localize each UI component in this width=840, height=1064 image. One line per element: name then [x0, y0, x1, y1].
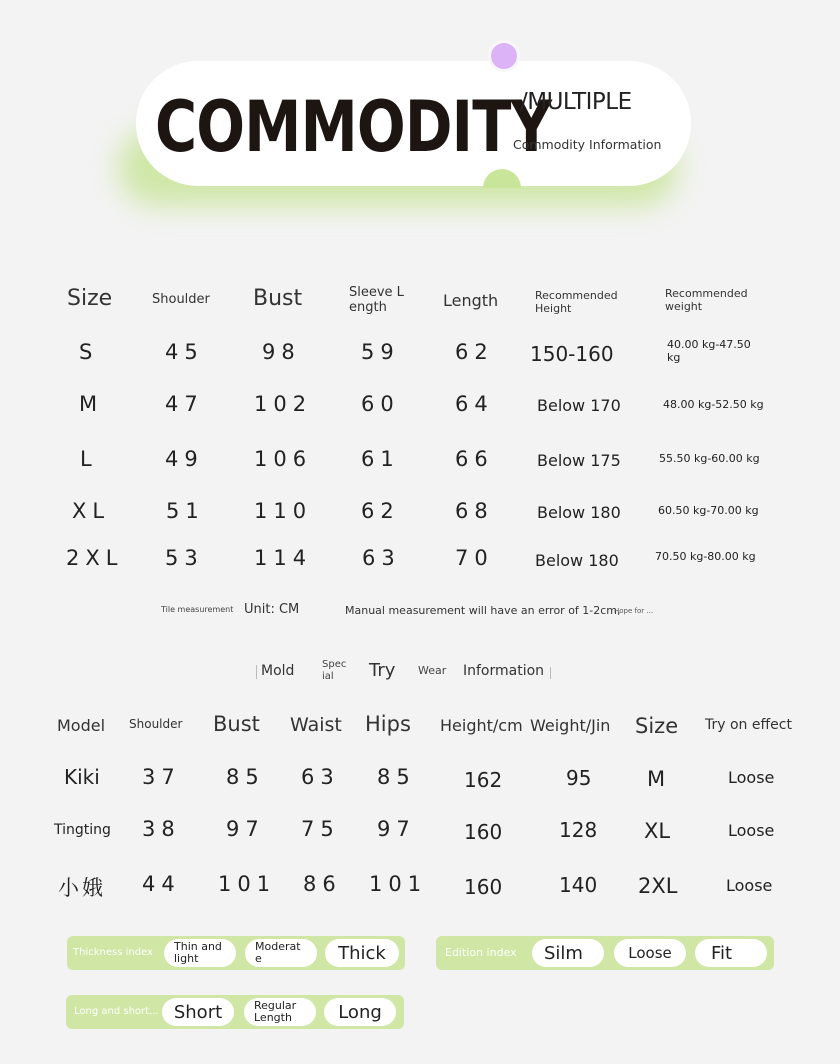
thickness-option-thin[interactable]: Thin and light — [164, 939, 236, 967]
size-row-sleeve: 60 — [361, 392, 400, 416]
size-table-header-shoulder: Shoulder — [152, 292, 210, 307]
size-row-bust: 98 — [262, 340, 301, 364]
length-option-short[interactable]: Short — [162, 998, 234, 1026]
size-row-shoulder: 49 — [165, 447, 204, 471]
size-row-size: 2XL — [66, 546, 124, 570]
model-table-header-size: Size — [635, 714, 679, 738]
size-row-bust: 110 — [254, 499, 313, 523]
edition-option-loose[interactable]: Loose — [614, 939, 686, 967]
model-row-height: 160 — [464, 820, 503, 844]
model-row-hips: 97 — [377, 817, 416, 841]
length-option-long[interactable]: Long — [324, 998, 396, 1026]
size-row-rec-weight: 40.00 kg-47.50 kg — [667, 338, 751, 364]
model-table-header-shoulder: Shoulder — [129, 717, 183, 731]
model-row-bust: 101 — [218, 872, 277, 896]
purple-dot-decoration — [488, 40, 520, 72]
model-row-size: 2XL — [638, 874, 678, 898]
size-table-header-sleeve: Sleeve L ength — [349, 285, 404, 315]
length-index-bar — [66, 995, 404, 1029]
note-manual-error: Manual measurement will have an error of 1-2cm, — [345, 604, 621, 617]
size-row-rec-weight: 55.50 kg-60.00 kg — [659, 452, 760, 465]
edition-option-silm[interactable]: Silm — [532, 939, 604, 967]
model-row-try-on: Loose — [728, 821, 775, 840]
model-table-header-hips: Hips — [365, 712, 411, 736]
size-row-sleeve: 61 — [361, 447, 400, 471]
size-row-rec-weight: 70.50 kg-80.00 kg — [655, 550, 756, 563]
size-row-shoulder: 45 — [165, 340, 204, 364]
model-table-header-model: Model — [57, 716, 106, 735]
page-caption: Commodity Information — [513, 137, 662, 152]
size-row-length: 66 — [455, 447, 494, 471]
model-row-height: 160 — [464, 875, 503, 899]
size-row-rec-height: 150-160 — [530, 342, 614, 366]
size-row-length: 68 — [455, 499, 494, 523]
model-row-bust: 85 — [226, 765, 265, 789]
size-row-rec-height: Below 180 — [535, 551, 619, 570]
length-option-regular[interactable]: Regular Length — [244, 998, 316, 1026]
size-table-header-bust: Bust — [253, 286, 303, 311]
page-subtitle: /MULTIPLE — [520, 89, 632, 115]
model-table-header-bust: Bust — [213, 712, 260, 736]
model-table-header-waist: Waist — [290, 714, 342, 736]
size-table-header-rec-weight: Recommended weight — [665, 287, 748, 313]
model-row-waist: 86 — [303, 872, 342, 896]
model-row-height: 162 — [464, 768, 503, 792]
length-index-label: Long and short... — [74, 1006, 159, 1017]
thickness-index-label: Thickness index — [73, 947, 153, 958]
model-row-waist: 63 — [301, 765, 340, 789]
size-row-bust: 114 — [254, 546, 313, 570]
size-row-size: S — [79, 340, 93, 364]
size-row-rec-height: Below 180 — [537, 503, 621, 522]
model-table-header-weight: Weight/Jin — [530, 716, 611, 735]
model-title-information: Information — [463, 663, 545, 679]
size-table-header-rec-height: Recommended Height — [535, 289, 618, 315]
model-table-header-try-on: Try on effect — [705, 717, 792, 733]
size-row-shoulder: 51 — [166, 499, 205, 523]
model-row-weight: 128 — [559, 818, 598, 842]
size-row-rec-height: Below 170 — [537, 396, 621, 415]
size-row-length: 64 — [455, 392, 494, 416]
model-row-name: 小娥 — [58, 876, 106, 900]
edition-option-fit[interactable]: Fit — [695, 939, 767, 967]
model-table-header-height: Height/cm — [440, 716, 523, 735]
model-row-try-on: Loose — [728, 768, 775, 787]
thickness-option-thick[interactable]: Thick — [325, 939, 399, 967]
model-row-name: Kiki — [64, 765, 100, 789]
title-divider-left — [256, 665, 257, 679]
model-title-wear: Wear — [418, 664, 447, 677]
size-row-size: L — [80, 447, 92, 471]
model-row-try-on: Loose — [726, 876, 773, 895]
size-row-rec-height: Below 175 — [537, 451, 621, 470]
model-row-shoulder: 38 — [142, 817, 181, 841]
size-row-shoulder: 47 — [165, 392, 204, 416]
size-row-sleeve: 59 — [361, 340, 400, 364]
model-row-size: M — [647, 767, 666, 791]
model-row-waist: 75 — [301, 817, 340, 841]
model-row-hips: 85 — [377, 765, 416, 789]
edition-index-bar — [436, 936, 774, 970]
model-row-hips: 101 — [369, 872, 428, 896]
note-unit: Unit: CM — [244, 602, 300, 617]
size-row-bust: 106 — [254, 447, 313, 471]
size-row-sleeve: 62 — [361, 499, 400, 523]
model-row-bust: 97 — [226, 817, 265, 841]
model-row-shoulder: 37 — [142, 765, 181, 789]
size-table-header-length: Length — [443, 291, 499, 310]
size-row-size: M — [79, 392, 98, 416]
model-title-special: Spec ial — [322, 659, 347, 682]
size-table-header-size: Size — [67, 286, 113, 311]
page-title: COMMODITY — [155, 86, 552, 168]
size-row-rec-weight: 48.00 kg-52.50 kg — [663, 398, 764, 411]
size-row-shoulder: 53 — [165, 546, 204, 570]
note-tile-measurement: Tile measurement — [161, 605, 234, 614]
size-row-rec-weight: 60.50 kg-70.00 kg — [658, 504, 759, 517]
model-title-try: Try — [369, 660, 396, 681]
thickness-index-bar — [67, 936, 405, 970]
size-row-bust: 102 — [254, 392, 313, 416]
size-row-sleeve: 63 — [362, 546, 401, 570]
thickness-option-moderate[interactable]: Moderat e — [245, 939, 317, 967]
edition-index-label: Edition index — [445, 946, 517, 959]
model-row-weight: 140 — [559, 873, 598, 897]
model-row-name: Tingting — [54, 822, 111, 838]
model-title-mold: Mold — [261, 663, 295, 679]
size-row-size: XL — [72, 499, 111, 523]
model-row-shoulder: 44 — [142, 872, 181, 896]
model-row-size: XL — [644, 819, 671, 843]
model-row-weight: 95 — [566, 766, 592, 790]
note-hope: Hope for ... — [614, 607, 654, 615]
size-row-length: 70 — [455, 546, 494, 570]
title-divider-right — [550, 667, 551, 679]
size-row-length: 62 — [455, 340, 494, 364]
